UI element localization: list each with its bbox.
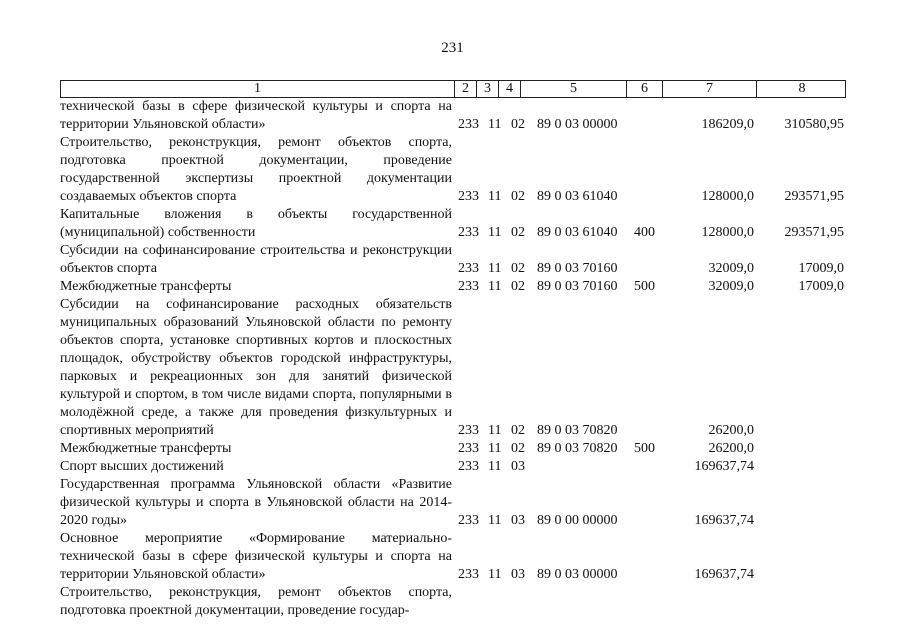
row-name: Субсидии на софинансирование строительства и реконструкции объектов спорта <box>60 243 452 276</box>
row-sum-1: 128000,0 <box>701 189 754 204</box>
column-header-5: 5 <box>521 81 627 97</box>
row-rz: 11 <box>488 459 502 474</box>
row-pr: 02 <box>511 441 525 456</box>
table-row <box>60 440 850 458</box>
column-header-4: 4 <box>499 81 521 97</box>
row-ved: 233 <box>458 423 479 438</box>
row-name: Межбюджетные трансферты <box>60 441 232 456</box>
table-row <box>60 98 850 134</box>
table-row <box>60 530 850 584</box>
row-sum-1: 32009,0 <box>708 261 754 276</box>
row-pr: 03 <box>511 567 525 582</box>
table-row <box>60 206 850 242</box>
row-ved: 233 <box>458 567 479 582</box>
row-name: Государственная программа Ульяновской области «Развитие физической культуры и спорта в Ульяновской области на 2014-2020 годы» <box>60 477 452 528</box>
row-name: Спорт высших достижений <box>60 459 224 474</box>
row-sum-2: 17009,0 <box>798 261 844 276</box>
row-vr: 500 <box>634 279 655 294</box>
row-rz: 11 <box>488 567 502 582</box>
table-row <box>60 476 850 530</box>
row-ved: 233 <box>458 279 479 294</box>
row-csr: 89 0 03 70160 <box>537 261 618 276</box>
row-csr: 89 0 00 00000 <box>537 513 618 528</box>
row-rz: 11 <box>488 261 502 276</box>
row-sum-1: 169637,74 <box>694 567 754 582</box>
column-header-7: 7 <box>663 81 757 97</box>
row-ved: 233 <box>458 261 479 276</box>
row-pr: 02 <box>511 189 525 204</box>
row-ved: 233 <box>458 189 479 204</box>
row-rz: 11 <box>488 117 502 132</box>
row-rz: 11 <box>488 441 502 456</box>
row-csr: 89 0 03 70160 <box>537 279 618 294</box>
row-sum-1: 169637,74 <box>694 459 754 474</box>
row-rz: 11 <box>488 423 502 438</box>
column-header-1: 1 <box>61 81 455 97</box>
row-rz: 11 <box>488 225 502 240</box>
row-sum-1: 186209,0 <box>701 117 754 132</box>
page-number: 231 <box>441 40 464 56</box>
row-ved: 233 <box>458 513 479 528</box>
row-csr: 89 0 03 61040 <box>537 225 618 240</box>
row-ved: 233 <box>458 459 479 474</box>
row-sum-1: 32009,0 <box>708 279 754 294</box>
row-pr: 02 <box>511 225 525 240</box>
row-pr: 02 <box>511 117 525 132</box>
column-header-row <box>60 80 846 98</box>
row-name: Строительство, реконструкция, ремонт объектов спорта, подготовка проектной документации, проведение государственной экспертизы проектной документации создаваемых объектов спорта <box>60 135 452 204</box>
row-csr: 89 0 03 70820 <box>537 441 618 456</box>
row-csr: 89 0 03 00000 <box>537 567 618 582</box>
row-name: Строительство, реконструкция, ремонт объектов спорта, подготовка проектной документации, проведение государ- <box>60 585 452 618</box>
row-csr: 89 0 03 70820 <box>537 423 618 438</box>
table-row <box>60 584 850 620</box>
row-pr: 03 <box>511 513 525 528</box>
row-sum-1: 26200,0 <box>708 441 754 456</box>
column-header-6: 6 <box>627 81 663 97</box>
row-rz: 11 <box>488 513 502 528</box>
row-sum-2: 17009,0 <box>798 279 844 294</box>
row-rz: 11 <box>488 189 502 204</box>
row-name: Капитальные вложения в объекты государственной (муниципальной) собственности <box>60 207 452 240</box>
row-sum-2: 293571,95 <box>784 189 844 204</box>
row-sum-2: 293571,95 <box>784 225 844 240</box>
row-vr: 500 <box>634 441 655 456</box>
row-pr: 03 <box>511 459 525 474</box>
row-sum-1: 128000,0 <box>701 225 754 240</box>
column-header-3: 3 <box>477 81 499 97</box>
row-ved: 233 <box>458 441 479 456</box>
row-name: Субсидии на софинансирование расходных обязательств муниципальных образований Ульяновской области по ремонту объектов спорта, установке спортивных кортов и плоскостных площадок, обустройству объектов городской инфраструктуры, парковых и рекреационных зон для занятий физической культурой и спортом, в том числе видами спорта, популярными в молодёжной среде, а также для проведения физкультурных и спортивных мероприятий <box>60 297 452 438</box>
row-name: Основное мероприятие «Формирование материально-технической базы в сфере физической культуры и спорта на территории Ульяновской области» <box>60 531 452 582</box>
table-row <box>60 242 850 278</box>
column-header-2: 2 <box>455 81 477 97</box>
row-vr: 400 <box>634 225 655 240</box>
table-row <box>60 134 850 206</box>
row-sum-2: 310580,95 <box>784 117 844 132</box>
row-rz: 11 <box>488 279 502 294</box>
row-pr: 02 <box>511 423 525 438</box>
table-row <box>60 278 850 296</box>
table-row <box>60 296 850 440</box>
column-header-8: 8 <box>798 81 806 96</box>
row-ved: 233 <box>458 225 479 240</box>
row-pr: 02 <box>511 261 525 276</box>
row-pr: 02 <box>511 279 525 294</box>
table-row <box>60 458 850 476</box>
row-sum-1: 169637,74 <box>694 513 754 528</box>
row-ved: 233 <box>458 117 479 132</box>
row-name: Межбюджетные трансферты <box>60 279 232 294</box>
budget-table-body <box>60 98 850 620</box>
row-csr: 89 0 03 00000 <box>537 117 618 132</box>
row-name: технической базы в сфере физической культуры и спорта на территории Ульяновской области» <box>60 99 452 132</box>
row-sum-1: 26200,0 <box>708 423 754 438</box>
row-csr: 89 0 03 61040 <box>537 189 618 204</box>
